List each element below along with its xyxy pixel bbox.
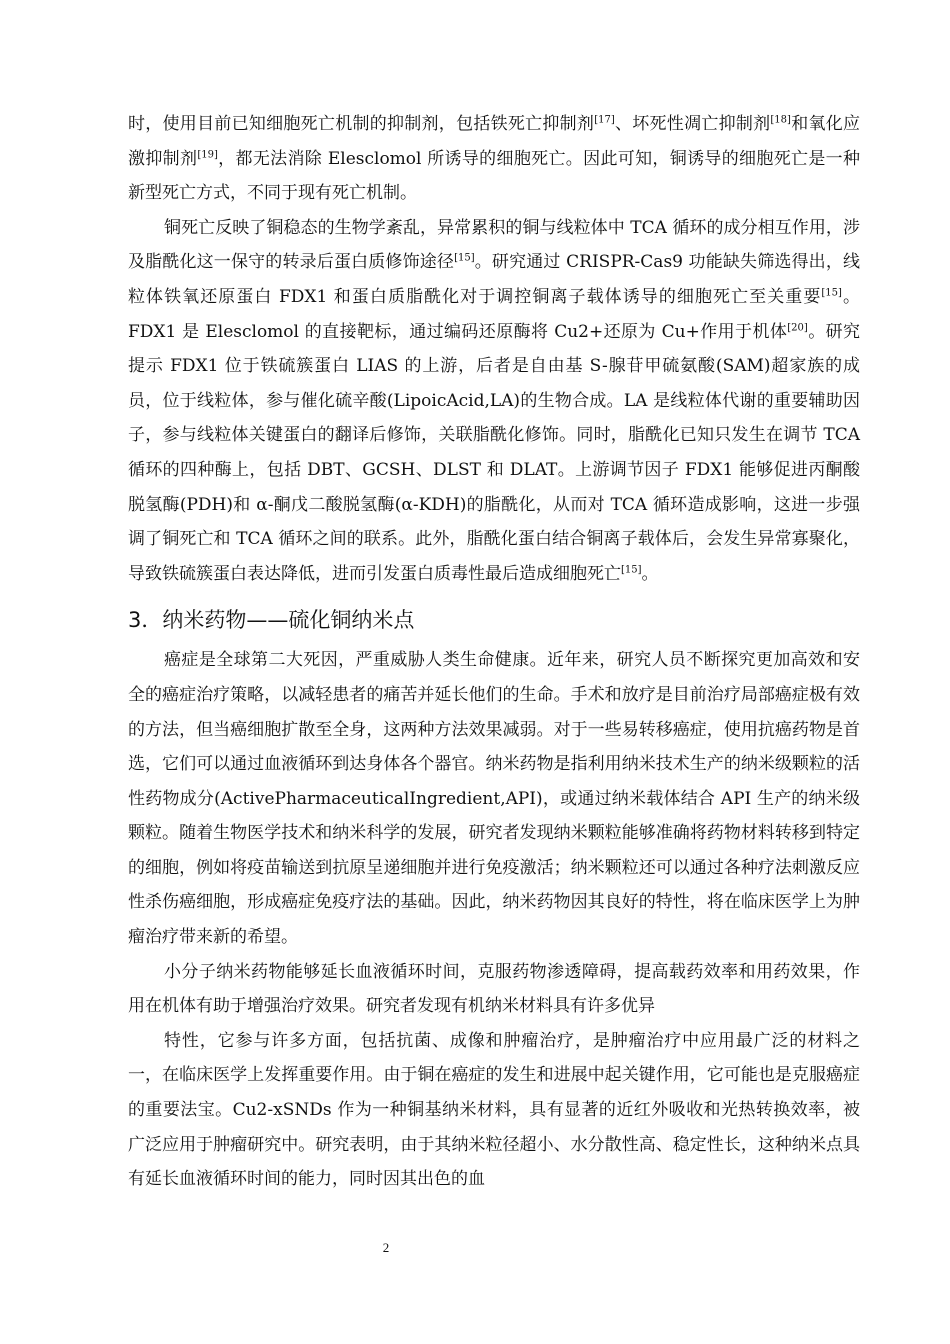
paragraph-text: 。FDX1 是 Elesclomol 的直接靶标，通过编码还原酶将 Cu2+还原为 Cu+作用于机体 — [128, 286, 860, 342]
paragraph-5: 特性，它参与许多方面，包括抗菌、成像和肿瘤治疗，是肿瘤治疗中应用最广泛的材料之一，在临床医学上发挥重要作用。由于铜在癌症的发生和进展中起关键作用，它可能也是克服癌症的重要法宝。Cu2-xSNDs 作为一种铜基纳米材料，具有显著的近红外吸收和光热转换效率，被广泛应用于肿瘤研究中。研究表明，由于其纳米粒径超小、水分散性高、稳定性长，这种纳米点具有延长血液循环时间的能力，同时因其出色的血 — [128, 1030, 860, 1190]
citation-ref: [15] — [454, 252, 475, 264]
section-heading: 3．纳米药物——硫化铜纳米点 — [128, 608, 415, 633]
page-number: 2 — [382, 1240, 390, 1255]
citation-ref: [20] — [787, 321, 808, 333]
paragraph-text: 铜死亡反映了铜稳态的生物学紊乱，异常累积的铜与线粒体中 TCA 循环的成分相互作用，涉及脂酰化这一保守的转录后蛋白质修饰途径 — [128, 217, 860, 273]
citation-ref: [17] — [594, 114, 615, 126]
paragraph-text: ，都无法消除 Elesclomol 所诱导的细胞死亡。因此可知，铜诱导的细胞死亡是一种新型死亡方式，不同于现有死亡机制。 — [128, 148, 860, 204]
paragraph-text: 、坏死性凋亡抑制剂 — [614, 114, 771, 134]
paragraph-text: 时，使用目前已知细胞死亡机制的抑制剂，包括铁死亡抑制剂 — [128, 114, 595, 134]
paragraph-text: 。研究通过 CRISPR-Cas9 功能缺失筛选得出，线粒体铁氧还原蛋白 FDX1 和蛋白质脂酰化对于调控铜离子载体诱导的细胞死亡至关重要 — [128, 252, 861, 307]
paragraph-4: 小分子纳米药物能够延长血液循环时间，克服药物渗透障碍，提高载药效率和用药效果，作用在机体有助于增强治疗效果。研究者发现有机纳米材料具有许多优异 — [128, 961, 860, 1017]
paragraph-text: 。 — [641, 563, 659, 584]
paragraph-text: 。研究提示 FDX1 位于铁硫簇蛋白 LIAS 的上游，后者是自由基 S-腺苷甲硫氨酸(SAM)超家族的成员，位于线粒体，参与催化硫辛酸(LipoicAcid,LA)的生物合成。LA 是线粒体代谢的重要辅助因子，参与线粒体关键蛋白的翻译后修饰，关联脂酰化修饰。同时，脂酰化已知只发生在调节 TCA 循环的四种酶上，包括 DBT、GCSH、DLST 和 DLAT。上游调节因子 FDX1 能够促进丙酮酸脱氢酶(PDH)和 α-酮戊二酸脱氢酶(α-KDH)的脂酰化，从而对 TCA 循环造成影响，这进一步强调了铜死亡和 TCA 循环之间的联系。此外，脂酰化蛋白结合铜离子载体后，会发生异常寡聚化，导致铁硫簇蛋白表达降低，进而引发蛋白质毒性最后造成细胞死亡 — [128, 321, 861, 584]
body-text — [128, 107, 860, 1197]
citation-ref: [15] — [821, 287, 842, 299]
paragraph-3: 癌症是全球第二大死因，严重威胁人类生命健康。近年来，研究人员不断探究更加高效和安全的癌症治疗策略，以减轻患者的痛苦并延长他们的生命。手术和放疗是目前治疗局部癌症极有效的方法，但当癌细胞扩散至全身，这两种方法效果减弱。对于一些易转移癌症，使用抗癌药物是首选，它们可以通过血液循环到达身体各个器官。纳米药物是指利用纳米技术生产的纳米级颗粒的活性药物成分(ActivePharmaceuticalIngredient,API)，或通过纳米载体结合 API 生产的纳米级颗粒。随着生物医学技术和纳米科学的发展，研究者发现纳米颗粒能够准确将药物材料转移到特定的细胞，例如将疫苗输送到抗原呈递细胞并进行免疫激活；纳米颗粒还可以通过各种疗法刺激反应性杀伤癌细胞，形成癌症免疫疗法的基础。因此，纳米药物因其良好的特性，将在临床医学上为肿瘤治疗带来新的希望。 — [128, 650, 860, 948]
citation-ref: [19] — [197, 148, 218, 160]
citation-ref: [18] — [770, 114, 791, 126]
paragraph-2 — [128, 211, 860, 592]
paragraph-1 — [128, 107, 860, 211]
citation-ref: [15] — [621, 564, 642, 576]
paragraph-text: 和氧化应激抑制剂 — [128, 114, 861, 169]
